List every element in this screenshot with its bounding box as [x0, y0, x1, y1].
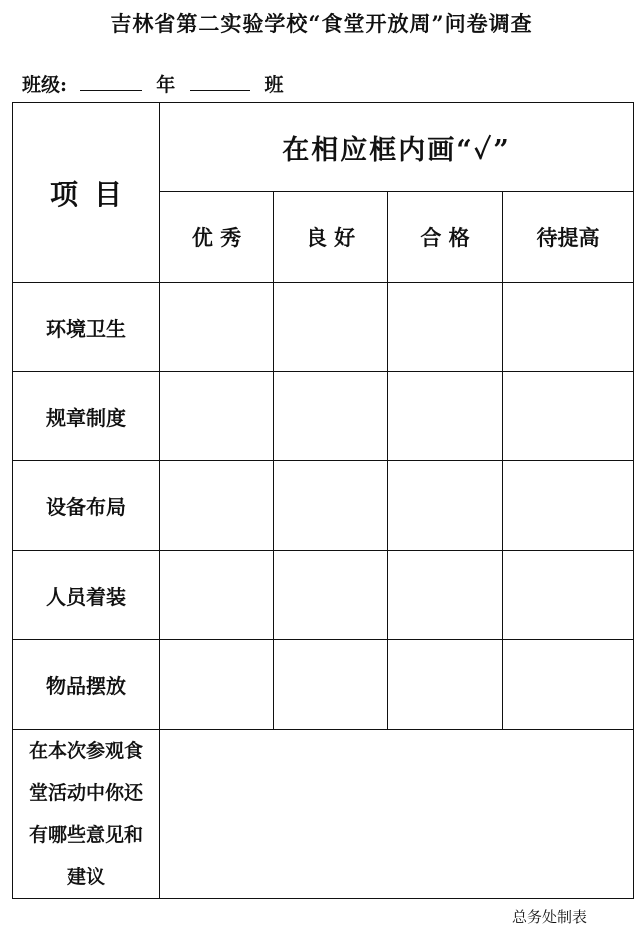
- table-row: [13, 551, 634, 640]
- check-cell-equipment-excellent[interactable]: [160, 461, 274, 551]
- check-cell-attire-improve[interactable]: [503, 551, 634, 640]
- check-cell-rules-good[interactable]: [274, 372, 388, 461]
- check-cell-hygiene-good[interactable]: [274, 283, 388, 372]
- row-label-rules: 规章制度: [13, 372, 160, 461]
- row-label-arrangement: 物品摆放: [13, 640, 160, 730]
- grade-header-improve: 待提高: [503, 192, 634, 283]
- check-cell-arrangement-pass[interactable]: [388, 640, 503, 730]
- instruction-header: 在相应框内画“✓”: [160, 103, 634, 192]
- row-label-attire: 人员着装: [13, 551, 160, 640]
- check-cell-rules-improve[interactable]: [503, 372, 634, 461]
- suggestion-input-area[interactable]: [160, 730, 634, 899]
- table-row: [13, 461, 634, 551]
- table-row: [13, 372, 634, 461]
- survey-table: [12, 102, 634, 899]
- check-cell-arrangement-improve[interactable]: [503, 640, 634, 730]
- check-cell-arrangement-excellent[interactable]: [160, 640, 274, 730]
- suggestion-row: [13, 730, 634, 899]
- grade-header-good: 良 好: [274, 192, 388, 283]
- check-cell-arrangement-good[interactable]: [274, 640, 388, 730]
- suggestion-label: 在本次参观食堂活动中你还有哪些意见和建议: [28, 740, 143, 888]
- check-cell-attire-pass[interactable]: [388, 551, 503, 640]
- suggestion-label-cell: [13, 730, 160, 899]
- check-cell-equipment-pass[interactable]: [388, 461, 503, 551]
- class-label: 班级:: [22, 74, 68, 96]
- grade-blank[interactable]: [80, 72, 142, 91]
- check-cell-equipment-improve[interactable]: [503, 461, 634, 551]
- check-cell-hygiene-pass[interactable]: [388, 283, 503, 372]
- check-cell-attire-good[interactable]: [274, 551, 388, 640]
- row-label-hygiene: 环境卫生: [13, 283, 160, 372]
- check-cell-hygiene-excellent[interactable]: [160, 283, 274, 372]
- footer-credit: 总务处制表: [512, 908, 588, 926]
- row-label-equipment: 设备布局: [13, 461, 160, 551]
- check-cell-hygiene-improve[interactable]: [503, 283, 634, 372]
- table-row: [13, 640, 634, 730]
- item-header: 项目: [13, 103, 160, 283]
- class-unit: 班: [264, 74, 284, 96]
- check-cell-equipment-good[interactable]: [274, 461, 388, 551]
- table-row: [13, 283, 634, 372]
- class-line: [22, 70, 284, 97]
- class-blank[interactable]: [190, 72, 250, 91]
- check-cell-rules-excellent[interactable]: [160, 372, 274, 461]
- page-title: 吉林省第二实验学校“食堂开放周”问卷调查: [110, 11, 533, 36]
- grade-unit: 年: [156, 74, 176, 96]
- check-cell-rules-pass[interactable]: [388, 372, 503, 461]
- grade-header-excellent: 优 秀: [160, 192, 274, 283]
- grade-header-pass: 合 格: [388, 192, 503, 283]
- check-cell-attire-excellent[interactable]: [160, 551, 274, 640]
